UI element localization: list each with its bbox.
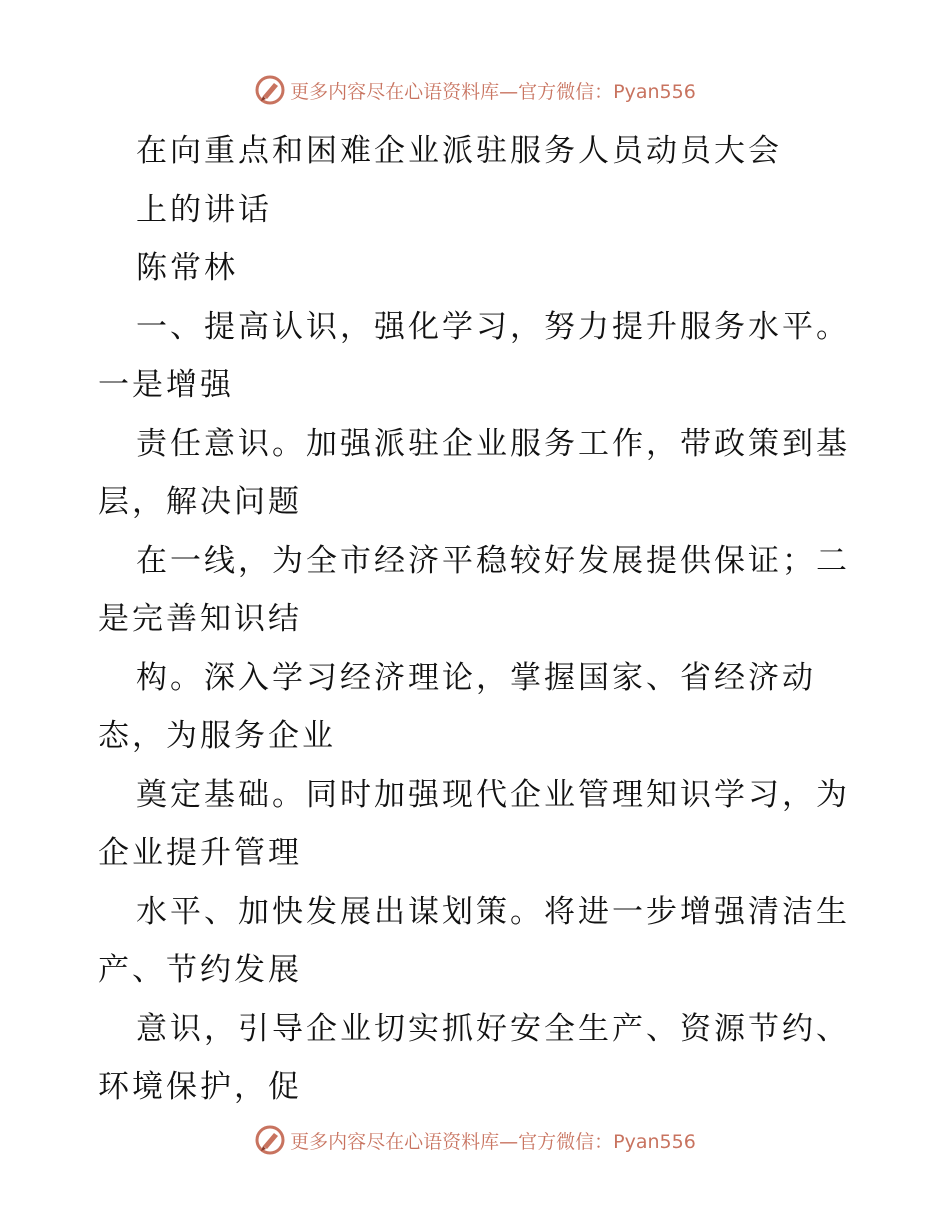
pen-logo-icon xyxy=(254,74,286,106)
footer-banner-text: 更多内容尽在心语资料库—官方微信：Pyan556 xyxy=(290,1130,696,1153)
header-banner xyxy=(0,70,950,110)
body-paragraph: 责任意识。加强派驻企业服务工作，带政策到基层，解决问题 xyxy=(98,425,850,520)
body-paragraph: 奠定基础。同时加强现代企业管理知识学习，为企业提升管理 xyxy=(98,776,850,871)
header-banner-text: 更多内容尽在心语资料库—官方微信：Pyan556 xyxy=(290,80,696,103)
body-paragraph: 意识，引导企业切实抓好安全生产、资源节约、环境保护，促 xyxy=(98,1010,850,1105)
body-paragraph: 在一线，为全市经济平稳较好发展提供保证；二是完善知识结 xyxy=(98,542,850,637)
title-line-1: 在向重点和困难企业派驻服务人员动员大会 xyxy=(136,133,782,169)
body-paragraph: 一、提高认识，强化学习，努力提升服务水平。一是增强 xyxy=(98,308,850,403)
body-paragraph: 水平、加快发展出谋划策。将进一步增强清洁生产、节约发展 xyxy=(98,893,850,988)
document-body xyxy=(98,122,858,1117)
title-line-2: 上的讲话 xyxy=(136,191,272,228)
footer-banner xyxy=(0,1120,950,1160)
author-name: 陈常林 xyxy=(136,250,238,286)
pen-logo-icon xyxy=(254,1124,286,1156)
body-paragraph: 构。深入学习经济理论，掌握国家、省经济动态，为服务企业 xyxy=(98,659,816,754)
